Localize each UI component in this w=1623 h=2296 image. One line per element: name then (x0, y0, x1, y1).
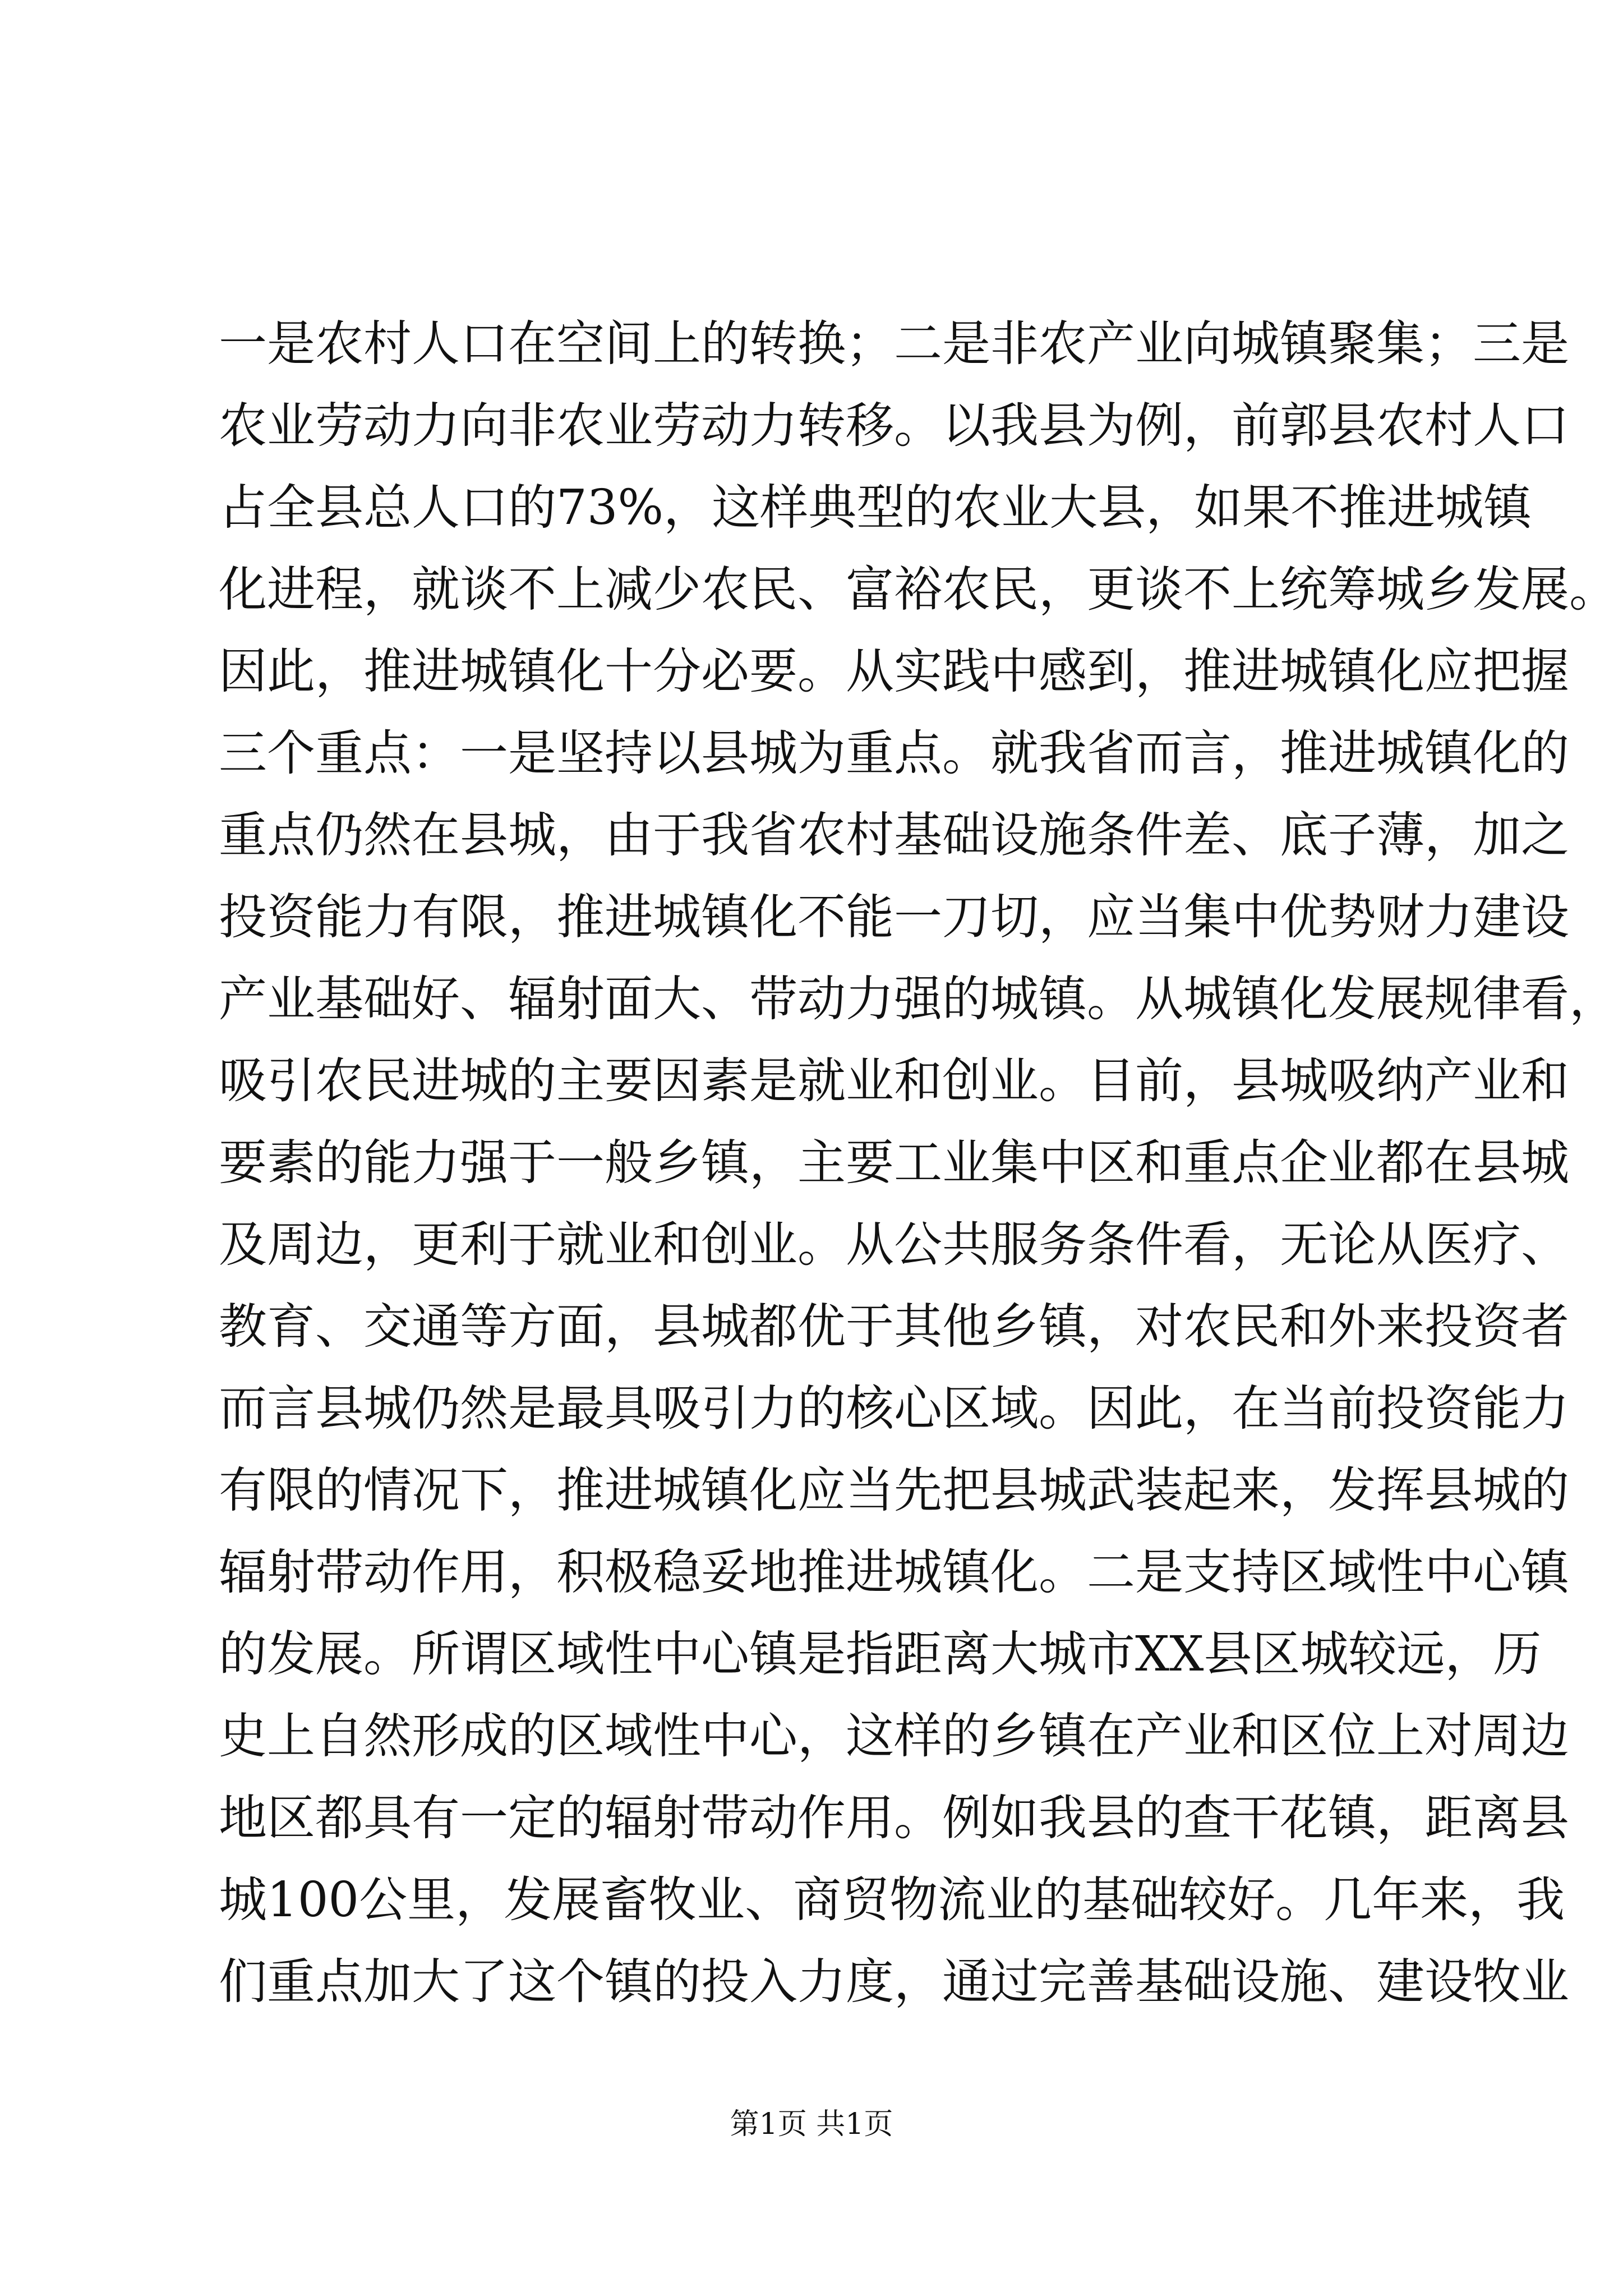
text-line: 地区都具有一定的辐射带动作用。例如我县的查干花镇，距离县 (219, 1790, 1569, 1846)
text-line: 城100公里，发展畜牧业、商贸物流业的基础较好。几年来，我 (219, 1872, 1565, 1928)
text-line: 史上自然形成的区域性中心，这样的乡镇在产业和区位上对周边 (219, 1708, 1569, 1764)
body-text (219, 303, 1617, 2023)
text-line: 投资能力有限，推进城镇化不能一刀切，应当集中优势财力建设 (219, 889, 1569, 945)
page-footer (0, 2105, 1623, 2144)
text-line: 的发展。所谓区域性中心镇是指距离大城市XX县区城较远，历 (219, 1626, 1542, 1682)
text-line: 吸引农民进城的主要因素是就业和创业。目前，县城吸纳产业和 (219, 1053, 1569, 1109)
text-line: 一是农村人口在空间上的转换；二是非农产业向城镇聚集；三是 (219, 316, 1569, 372)
text-line: 农业劳动力向非农业劳动力转移。以我县为例，前郭县农村人口 (219, 398, 1569, 454)
text-line: 教育、交通等方面，县城都优于其他乡镇，对农民和外来投资者 (219, 1299, 1569, 1355)
text-line: 要素的能力强于一般乡镇，主要工业集中区和重点企业都在县城 (219, 1135, 1569, 1191)
text-line: 占全县总人口的73%，这样典型的农业大县，如果不推进城镇 (219, 480, 1532, 536)
text-line: 而言县城仍然是最具吸引力的核心区域。因此，在当前投资能力 (219, 1381, 1569, 1437)
text-line: 辐射带动作用，积极稳妥地推进城镇化。二是支持区域性中心镇 (219, 1544, 1569, 1600)
text-line: 产业基础好、辐射面大、带动力强的城镇。从城镇化发展规律看， (219, 971, 1617, 1027)
text-line: 们重点加大了这个镇的投入力度，通过完善基础设施、建设牧业 (219, 1954, 1569, 2010)
text-line: 因此，推进城镇化十分必要。从实践中感到，推进城镇化应把握 (219, 643, 1569, 700)
text-line: 化进程，就谈不上减少农民、富裕农民，更谈不上统筹城乡发展。 (219, 562, 1617, 618)
text-line: 有限的情况下，推进城镇化应当先把县城武装起来，发挥县城的 (219, 1462, 1569, 1519)
text-line: 及周边，更利于就业和创业。从公共服务条件看，无论从医疗、 (219, 1217, 1569, 1273)
text-line: 三个重点：一是坚持以县城为重点。就我省而言，推进城镇化的 (219, 725, 1569, 781)
text-line: 重点仍然在县城，由于我省农村基础设施条件差、底子薄，加之 (219, 807, 1569, 863)
page-number-label: 第1页 共1页 (730, 2108, 893, 2141)
